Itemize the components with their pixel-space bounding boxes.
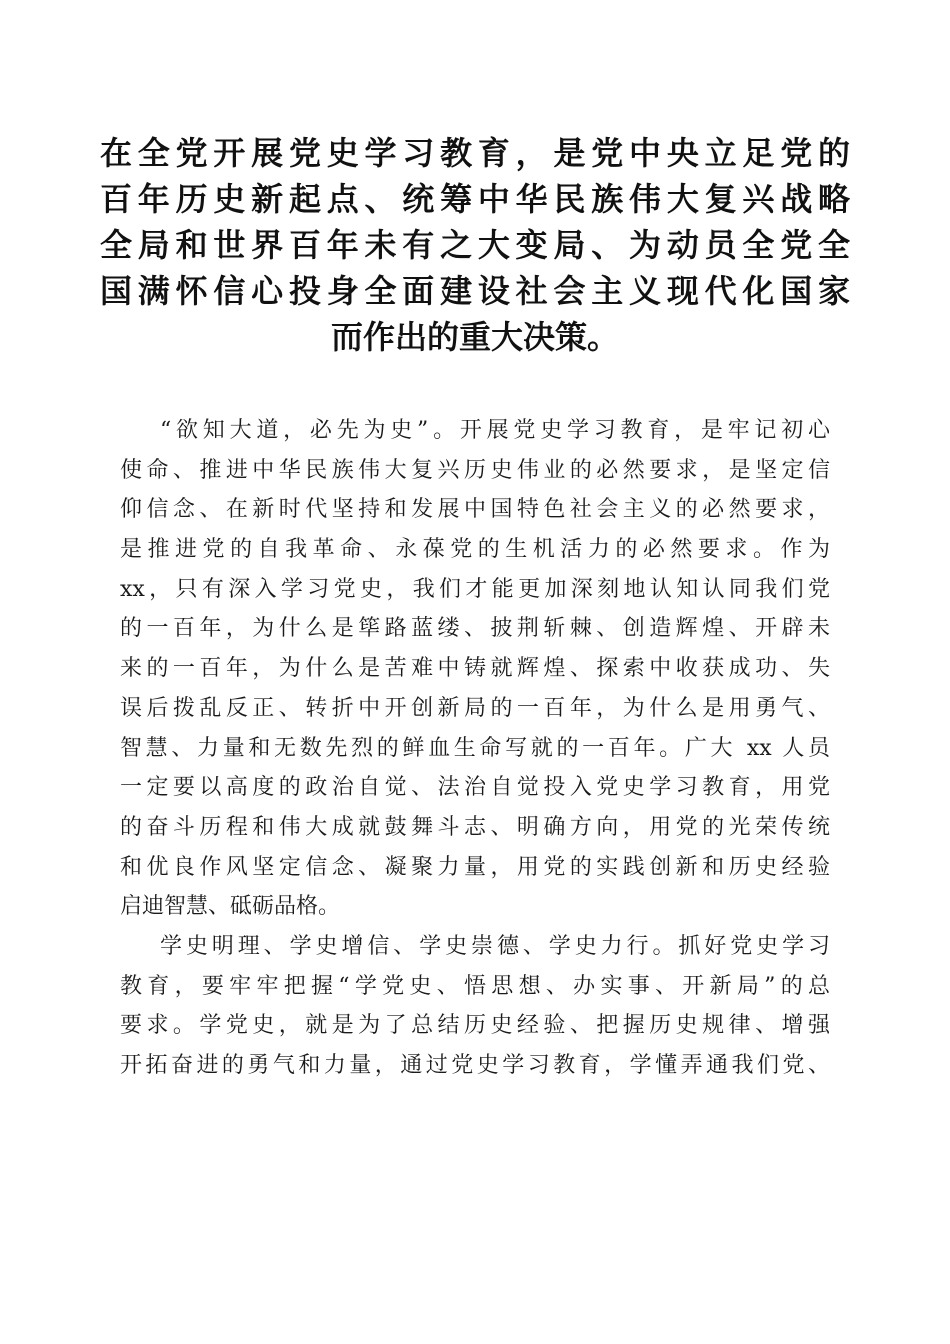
paragraph-line: 启迪智慧、砥砺品格。 [120,894,341,920]
paragraph-line: 和优良作风坚定信念、凝聚力量，用党的实践创新和历史经验 [120,854,830,880]
paragraph-line: 要求。学党史，就是为了总结历史经验、把握历史规律、增强 [120,1013,830,1039]
paragraph-line: 的奋斗历程和伟大成就鼓舞斗志、明确方向，用党的光荣传统 [120,814,830,840]
paragraph-line: 仰信念、在新时代坚持和发展中国特色社会主义的必然要求， [120,497,830,523]
paragraph-line: 误后拨乱反正、转折中开创新局的一百年，为什么是用勇气、 [120,695,830,721]
paragraph-line: 开拓奋进的勇气和力量，通过党史学习教育，学懂弄通我们党、 [120,1053,830,1078]
title-line: 百年历史新起点、统筹中华民族伟大复兴战略 [100,180,850,218]
paragraph-2 [120,927,830,1086]
paragraph-line: 的一百年，为什么是筚路蓝缕、披荆斩棘、创造辉煌、开辟未 [120,616,830,642]
paragraph-line: xx，只有深入学习党史，我们才能更加深刻地认知认同我们党 [120,576,830,602]
paragraph-line: 使命、推进中华民族伟大复兴历史伟业的必然要求，是坚定信 [120,457,830,483]
document-body [120,411,830,1086]
paragraph-line: 教育，要牢牢把握“学党史、悟思想、办实事、开新局”的总 [120,973,830,999]
paragraph-line: 一定要以高度的政治自觉、法治自觉投入党史学习教育，用党 [120,775,830,801]
paragraph-line: 是推进党的自我革命、永葆党的生机活力的必然要求。作为 [120,537,830,563]
paragraph-line: 学史明理、学史增信、学史崇德、学史力行。抓好党史学习 [160,933,830,959]
title-line: 全局和世界百年未有之大变局、为动员全党全 [100,226,850,264]
title-line: 国满怀信心投身全面建设社会主义现代化国家 [100,272,850,310]
paragraph-line: 智慧、力量和无数先烈的鲜血生命写就的一百年。广大 xx 人员 [120,735,830,761]
document-title [100,130,850,360]
title-line: 而作出的重大决策。 [330,318,619,356]
paragraph-line: 来的一百年，为什么是苦难中铸就辉煌、探索中收获成功、失 [120,656,830,682]
paragraph-1 [120,411,830,927]
title-line: 在全党开展党史学习教育，是党中央立足党的 [100,134,850,172]
paragraph-line: “欲知大道，必先为史”。开展党史学习教育，是牢记初心 [160,418,830,443]
